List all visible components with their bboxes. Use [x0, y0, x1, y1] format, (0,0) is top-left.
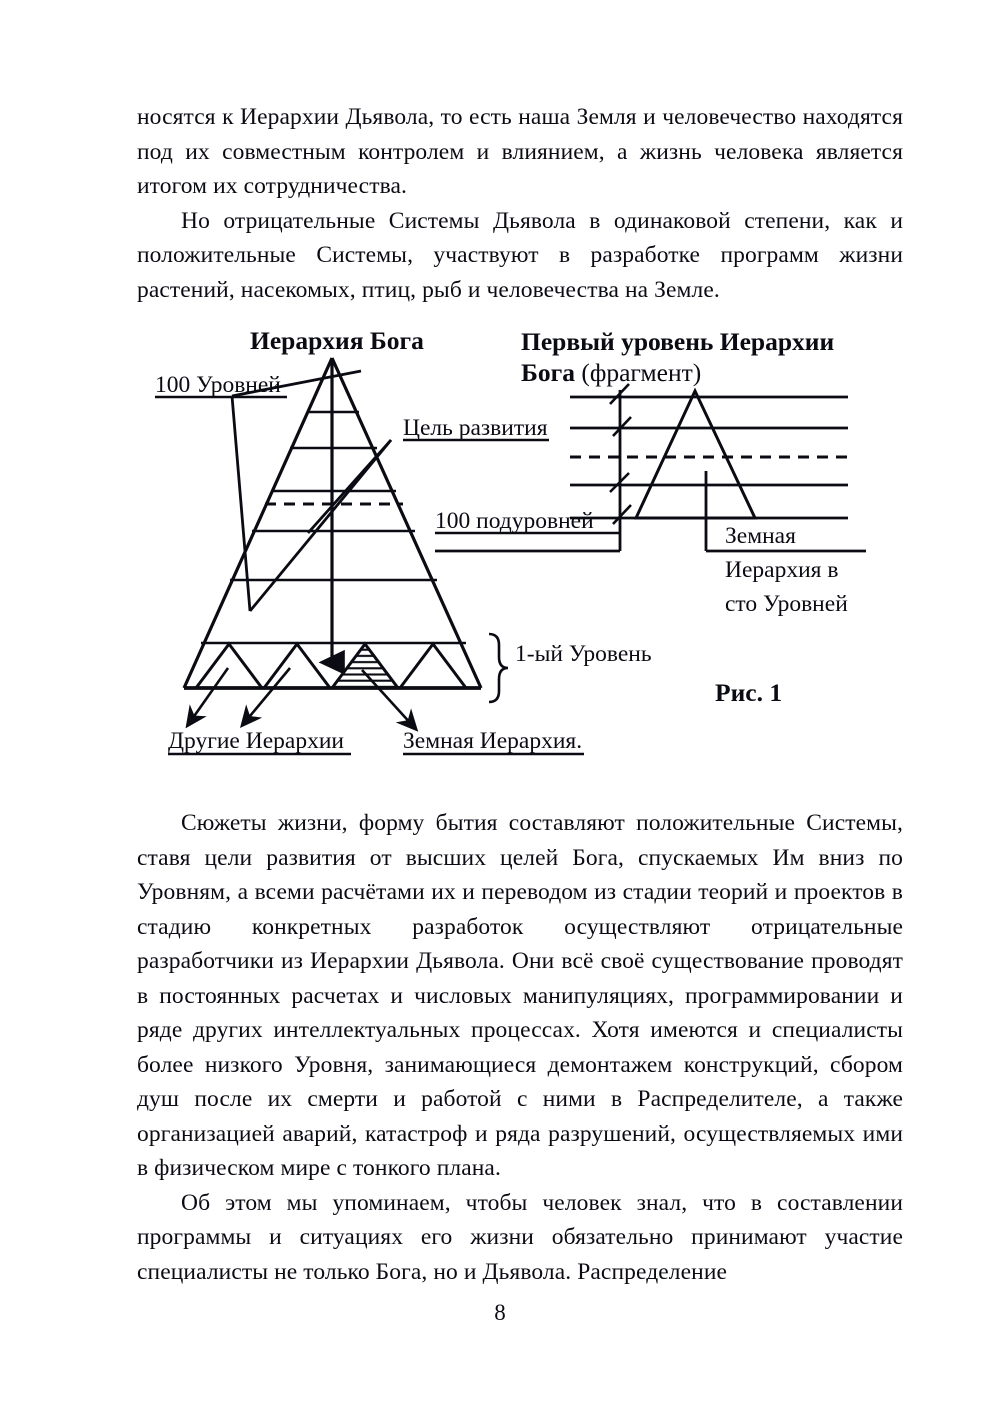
- label-100-levels: 100 Уровней: [155, 372, 281, 398]
- figure-caption: Рис. 1: [715, 678, 783, 707]
- right-diagram-title-bold: Бога: [521, 358, 575, 387]
- figure-1-svg: [0, 318, 1000, 768]
- right-diagram-triangle: [636, 391, 755, 518]
- label-earth-line3: сто Уровней: [725, 591, 848, 617]
- label-earth-hierarchy: Земная Иерархия.: [403, 728, 583, 754]
- label-first-level: 1-ый Уровень: [515, 641, 652, 667]
- label-earth-line2: Иерархия в: [725, 557, 839, 583]
- top-text-block: [137, 100, 903, 307]
- label-goal: Цель развития: [403, 415, 548, 441]
- right-diagram-title-line2: [521, 358, 701, 387]
- earth-hierarchy-triangle: [332, 644, 398, 688]
- left-diagram-title: Иерархия Бога: [250, 326, 424, 355]
- label-earth-line1: Земная: [725, 523, 796, 549]
- paragraph-4: Об этом мы упоминаем, чтобы человек знал, что в составлении программы и ситуациях его жизни обязательно принимают участие специалисты не только Бога, но и Дьявола. Распределение: [137, 1189, 903, 1285]
- bottom-text-block: [137, 806, 903, 1289]
- label-other-hierarchies: Другие Иерархии: [168, 728, 344, 754]
- first-level-brace: [489, 634, 508, 702]
- page-number: 8: [494, 1300, 506, 1325]
- paragraph-1: носятся к Иерархии Дьявола, то есть наша Земля и человечество находятся под их совместным контролем и влиянием, а жизнь человека является итогом их сотрудничества.: [137, 104, 903, 199]
- figure-1: [0, 318, 1000, 768]
- paragraph-3: Сюжеты жизни, форму бытия составляют положительные Системы, ставя цели развития от высших целей Бога, спускаемых Им вниз по Уровням, а всеми расчётами их и переводом из стадии теорий и проектов в стадию конкретных разработок осуществляют отрицательные разработчики из Иерархии Дьявола. Они всё своё существование проводят в постоянных расчетах и числовых манипуляциях, программировании и ряде других интеллектуальных процессах. Хотя имеются и специалисты более низкого Уровня, занимающиеся демонтажем конструкций, сбором душ после их смерти и работой с ними в Распределителе, а также организацией аварий, катастроф и ряда разрушений, осуществляемых ими в физическом мире с тонкого плана.: [137, 810, 903, 1181]
- paragraph-2: Но отрицательные Системы Дьявола в одинаковой степени, как и положительные Системы, участвуют в разработке программ жизни растений, насекомых, птиц, рыб и человечества на Земле.: [137, 207, 903, 303]
- right-diagram-title-rest: (фрагмент): [574, 358, 702, 387]
- label-100-sublevels: 100 подуровней: [435, 508, 594, 534]
- goal-leader-line-3: [250, 440, 391, 611]
- right-diagram-title-line1: Первый уровень Иерархии: [521, 327, 835, 356]
